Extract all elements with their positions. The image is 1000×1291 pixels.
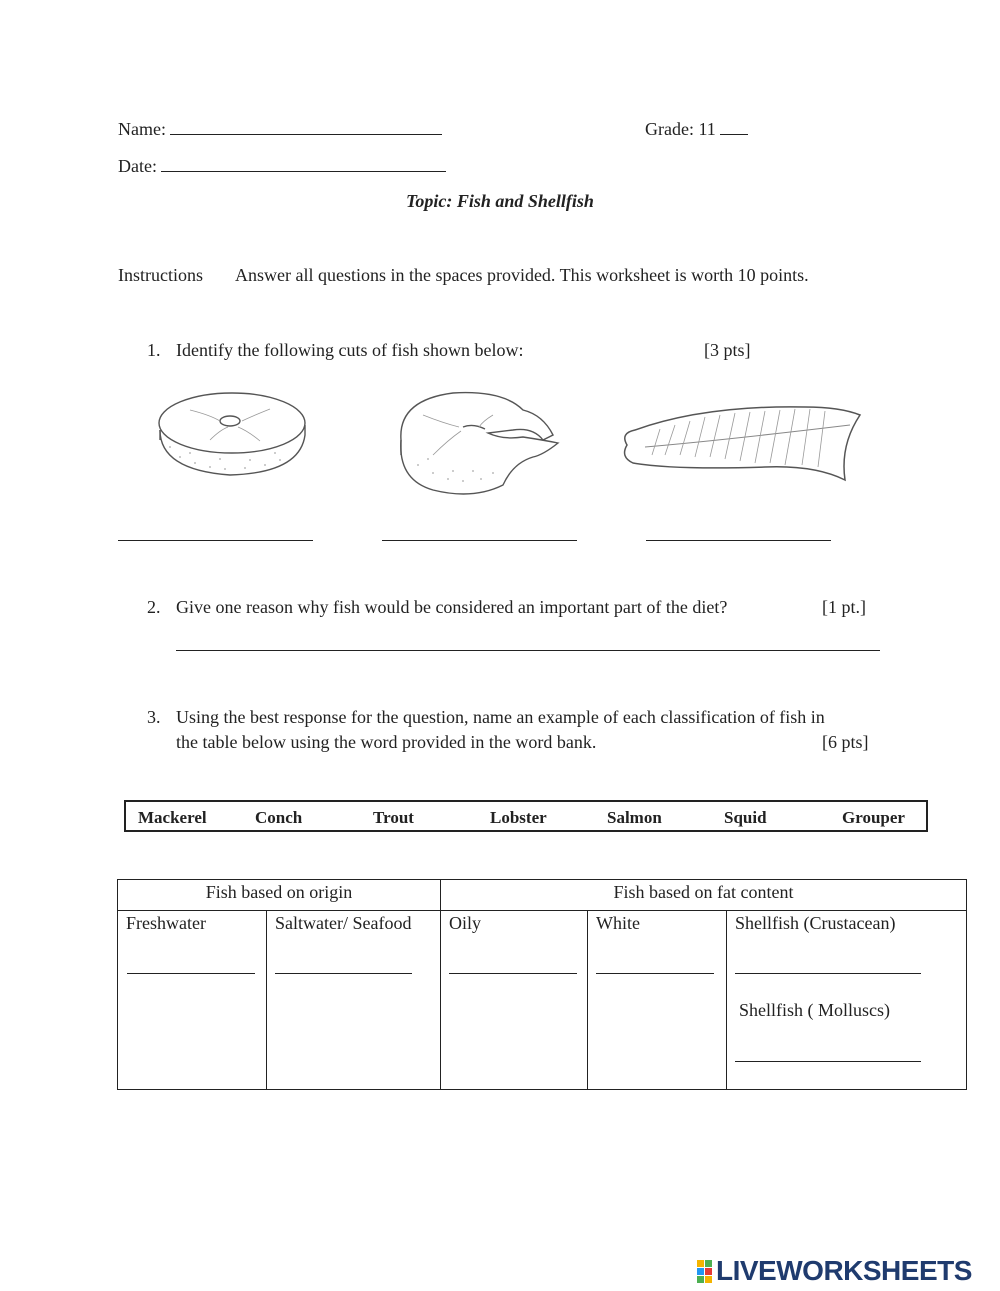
question-3-number: 3. [147,707,161,727]
question-1-points: [3 pts] [704,340,751,360]
word-bank-item: Conch [255,808,303,827]
question-3-points: [6 pts] [822,732,869,752]
question-3-text-line-1: Using the best response for the question, name an example of each classification of fish in [176,707,825,727]
answer-line-cut-2[interactable] [382,540,577,541]
logo-text: LIVEWORKSHEETS [716,1255,972,1286]
word-bank [124,800,928,832]
instructions-text: Answer all questions in the spaces provided. This worksheet is worth 10 points. [235,265,809,285]
word-bank-item: Squid [724,808,767,827]
name-label: Name: [118,119,166,139]
question-1-text: Identify the following cuts of fish shown below: [176,340,524,360]
instructions-label: Instructions [118,265,203,285]
page-title: Topic: Fish and Shellfish [406,191,594,211]
answer-line-cut-1[interactable] [118,540,313,541]
header-origin: Fish based on origin [118,880,441,911]
fish-steak-tail-icon [393,385,573,510]
grade-input-line[interactable] [720,117,748,135]
question-2-points: [1 pt.] [822,597,866,617]
cell-freshwater [118,911,267,1090]
name-line [118,117,442,140]
date-line [118,154,446,177]
grade-label: Grade: 11 [645,119,716,139]
cell-shellfish [727,911,967,1090]
word-bank-item: Grouper [842,808,905,827]
column-label-molluscs: Shellfish ( Molluscs) [739,1000,890,1020]
fish-steak-icon [150,385,320,495]
column-label-freshwater: Freshwater [126,913,206,933]
answer-line-crustacean[interactable] [735,973,921,974]
column-label-saltwater: Saltwater/ Seafood [275,913,412,933]
question-2-number: 2. [147,597,161,617]
fish-fillet-icon [615,395,870,490]
cell-saltwater [267,911,441,1090]
word-bank-item: Salmon [607,808,662,827]
answer-line-white[interactable] [596,973,714,974]
date-input-line[interactable] [161,154,446,172]
word-bank-item: Lobster [490,808,547,827]
grade-line [645,117,748,140]
word-bank-item: Mackerel [138,808,207,827]
answer-line-freshwater[interactable] [127,973,255,974]
question-2-text: Give one reason why fish would be considered an important part of the diet? [176,597,728,617]
cell-oily [441,911,588,1090]
word-bank-item: Trout [373,808,414,827]
answer-line-molluscs[interactable] [735,1061,921,1062]
question-1-number: 1. [147,340,161,360]
question-3-text-line-2: the table below using the word provided in the word bank. [176,732,597,752]
header-fat-content: Fish based on fat content [441,880,967,911]
column-label-crustacean: Shellfish (Crustacean) [735,913,896,933]
column-label-white: White [596,913,640,933]
answer-line-saltwater[interactable] [275,973,412,974]
classification-table [117,879,967,1090]
answer-line-question-2[interactable] [176,650,880,651]
answer-line-oily[interactable] [449,973,577,974]
name-input-line[interactable] [170,117,442,135]
logo-squares-icon [697,1260,712,1283]
answer-line-cut-3[interactable] [646,540,831,541]
cell-white [588,911,727,1090]
liveworksheets-logo [697,1255,972,1287]
date-label: Date: [118,156,157,176]
column-label-oily: Oily [449,913,482,933]
